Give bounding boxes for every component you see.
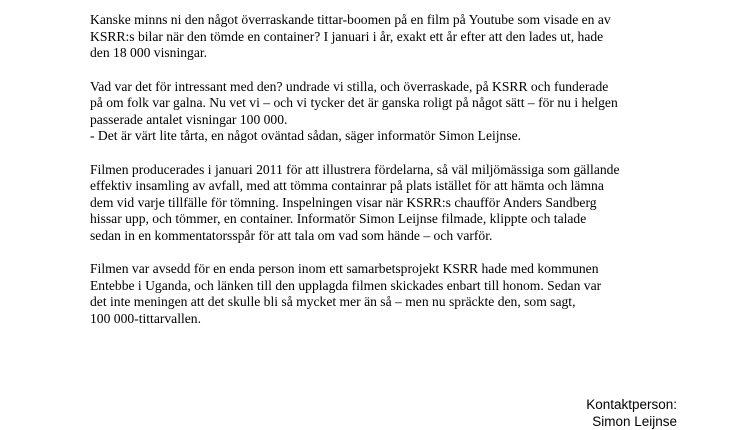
paragraph-1 [90,12,710,62]
text-line: på om folk var galna. Nu vet vi – och vi tycker det är ganska roligt på något sätt – för nu i helgen [90,95,618,110]
paragraph-4 [90,261,710,327]
paragraph-2 [90,79,710,145]
text-line: effektiv insamling av avfall, med att tömma containrar på plats istället för att hämta och lämna [90,178,604,193]
text-line: passerade antalet visningar 100 000. [90,111,288,127]
text-line: Vad var det för intressant med den? undrade vi stilla, och överraskade, på KSRR och funderade [90,78,609,94]
text-line: sedan in en kommentatorsspår för att tala om vad som hände – och varför. [90,227,493,243]
contact-label: Kontaktperson: [586,397,677,412]
text-line: Filmen var avsedd för en enda person inom ett samarbetsprojekt KSRR hade med kommunen [90,261,599,276]
contact-block [586,396,677,430]
text-line: den 18 000 visningar. [90,45,208,60]
text-line: hissar upp, och tömmer, en container. Informatör Simon Leijnse filmade, klippte och talade [90,211,587,226]
text-line: KSRR:s bilar när den tömde en container? I januari i år, exakt ett år efter att den lades ut, hade [90,28,604,44]
text-line: 100 000-tittarvallen. [90,310,201,326]
contact-name: Simon Leijnse [592,414,677,429]
text-line: - Det är värt lite tårta, en något oväntad sådan, säger informatör Simon Leijnse. [90,128,522,143]
paragraph-3 [90,162,710,245]
text-line: Entebbe i Uganda, och länken till den upplagda filmen skickades enbart till honom. Sedan var [90,277,602,293]
text-line: Filmen producerades i januari 2011 för att illustrera fördelarna, så väl miljömässiga som gällande [90,161,620,177]
text-line: det inte meningen att det skulle bli så mycket mer än så – men nu spräckte den, som sagt, [90,294,576,309]
text-line: Kanske minns ni den något överraskande tittar-boomen på en film på Youtube som visade en av [90,12,611,27]
document-body [90,12,710,344]
text-line: dem vid varje tillfälle för tömning. Inspelningen visar när KSRR:s chaufför Anders Sandberg [90,194,597,210]
